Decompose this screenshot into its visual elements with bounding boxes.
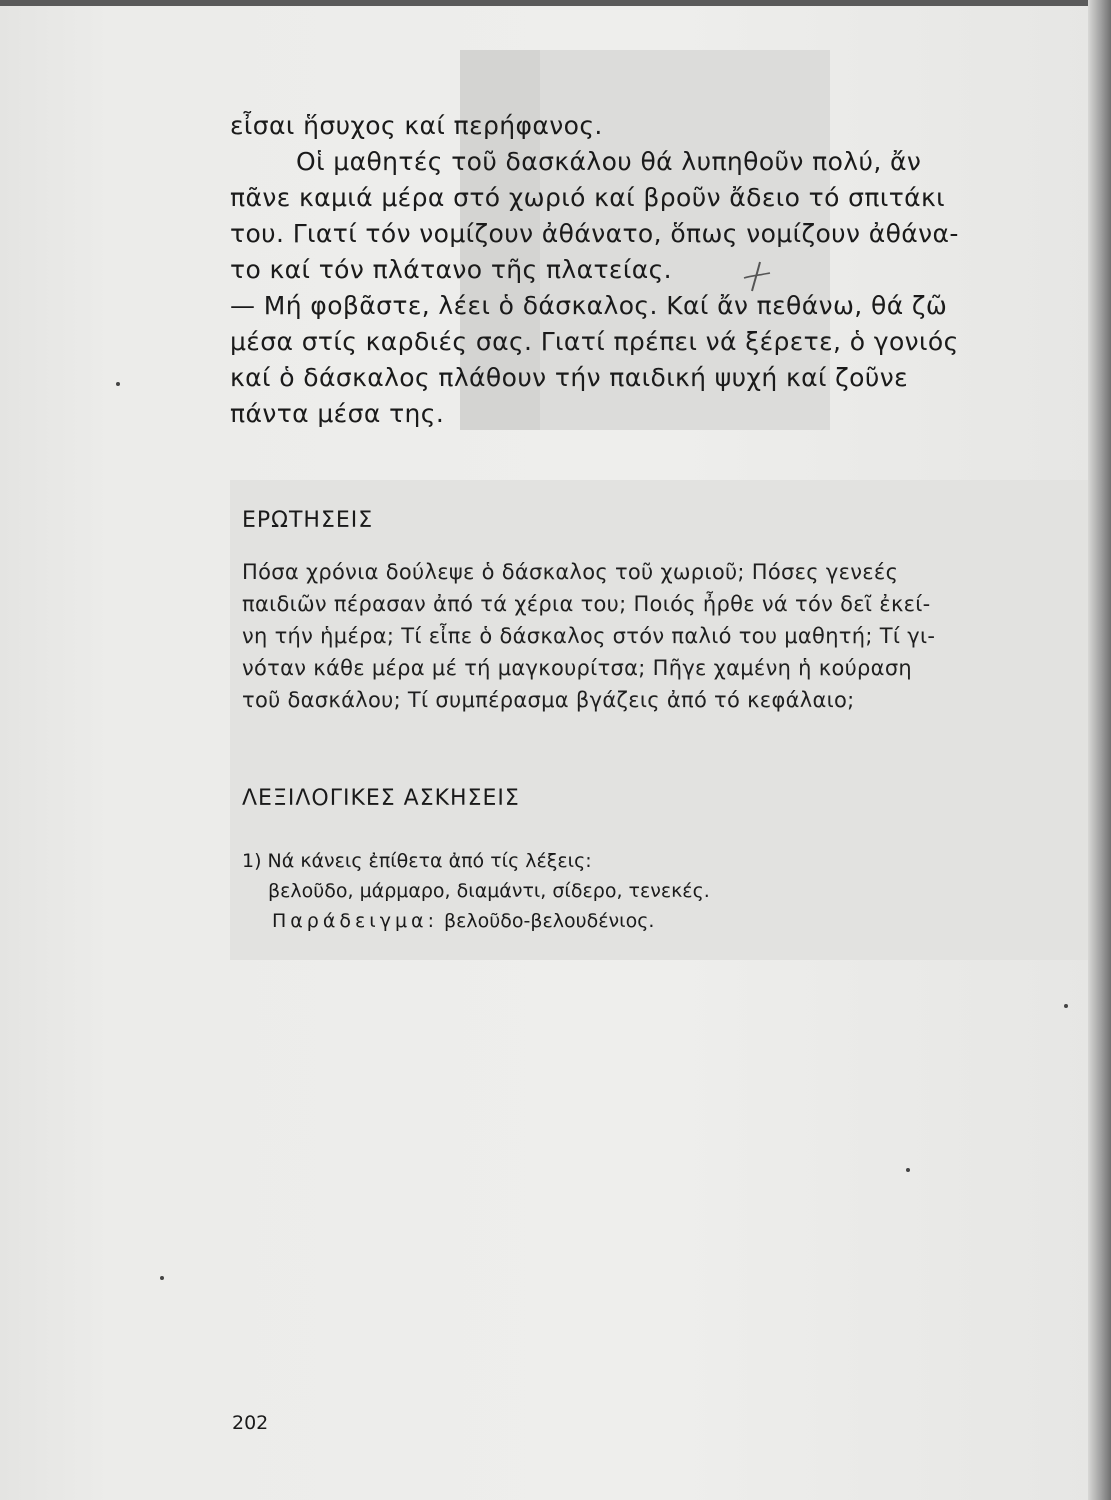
exercise-words: βελοῦδο, μάρμαρο, διαμάντι, σίδερο, τενεκές. — [268, 880, 710, 902]
body-line: — Μή φοβᾶστε, λέει ὁ δάσκαλος. Καί ἄν πεθάνω, θά ζῶ — [230, 291, 948, 320]
exercise-item-1: 1) Νά κάνεις ἐπίθετα ἀπό τίς λέξεις: — [242, 850, 592, 872]
exercise-list — [242, 846, 1072, 936]
body-line: το καί τόν πλάτανο τῆς πλατείας. — [230, 255, 672, 284]
body-line: εἶσαι ἥσυχος καί περήφανος. — [230, 111, 603, 140]
question-line: τοῦ δασκάλου; Τί συμπέρασμα βγάζεις ἀπό τό κεφάλαιο; — [242, 688, 855, 712]
body-line: του. Γιατί τόν νομίζουν ἀθάνατο, ὅπως νομίζουν ἀθάνα- — [230, 219, 959, 248]
scan-speck — [160, 1276, 164, 1280]
question-line: παιδιῶν πέρασαν ἀπό τά χέρια του; Ποιός ἦρθε νά τόν δεῖ ἐκεί- — [242, 592, 931, 616]
body-line: Οἱ μαθητές τοῦ δασκάλου θά λυπηθοῦν πολύ, ἄν — [296, 147, 922, 176]
exercise-example — [242, 906, 1072, 936]
exercises-heading: ΛΕΞΙΛΟΓΙΚΕΣ ΑΣΚΗΣΕΙΣ — [242, 786, 520, 811]
example-value: βελοῦδο-βελουδένιος. — [444, 910, 655, 932]
handwritten-check-mark — [738, 258, 774, 294]
example-label: Παράδειγμα: — [272, 910, 438, 932]
body-line: καί ὁ δάσκαλος πλάθουν τήν παιδική ψυχή καί ζοῦνε — [230, 363, 909, 392]
scan-speck — [906, 1168, 910, 1172]
body-line: μέσα στίς καρδιές σας. Γιατί πρέπει νά ξέρετε, ὁ γονιός — [230, 327, 959, 356]
page-top-edge — [0, 0, 1111, 6]
question-line: νη τήν ἡμέρα; Τί εἶπε ὁ δάσκαλος στόν παλιό του μαθητή; Τί γι- — [242, 624, 936, 648]
body-line: πάντα μέσα της. — [230, 399, 445, 428]
body-paragraph — [230, 108, 1070, 432]
question-line: Πόσα χρόνια δούλεψε ὁ δάσκαλος τοῦ χωριοῦ; Πόσες γενεές — [242, 560, 899, 584]
page-binding-edge — [1088, 0, 1111, 1500]
questions-heading: ΕΡΩΤΗΣΕΙΣ — [242, 508, 374, 533]
questions-text — [242, 556, 1072, 716]
question-line: νόταν κάθε μέρα μέ τή μαγκουρίτσα; Πῆγε χαμένη ἡ κούραση — [242, 656, 913, 680]
page-number: 202 — [232, 1412, 269, 1434]
scan-speck — [1064, 1004, 1068, 1008]
scan-speck — [116, 382, 120, 386]
body-line: πᾶνε καμιά μέρα στό χωριό καί βροῦν ἄδειο τό σπιτάκι — [230, 183, 946, 212]
